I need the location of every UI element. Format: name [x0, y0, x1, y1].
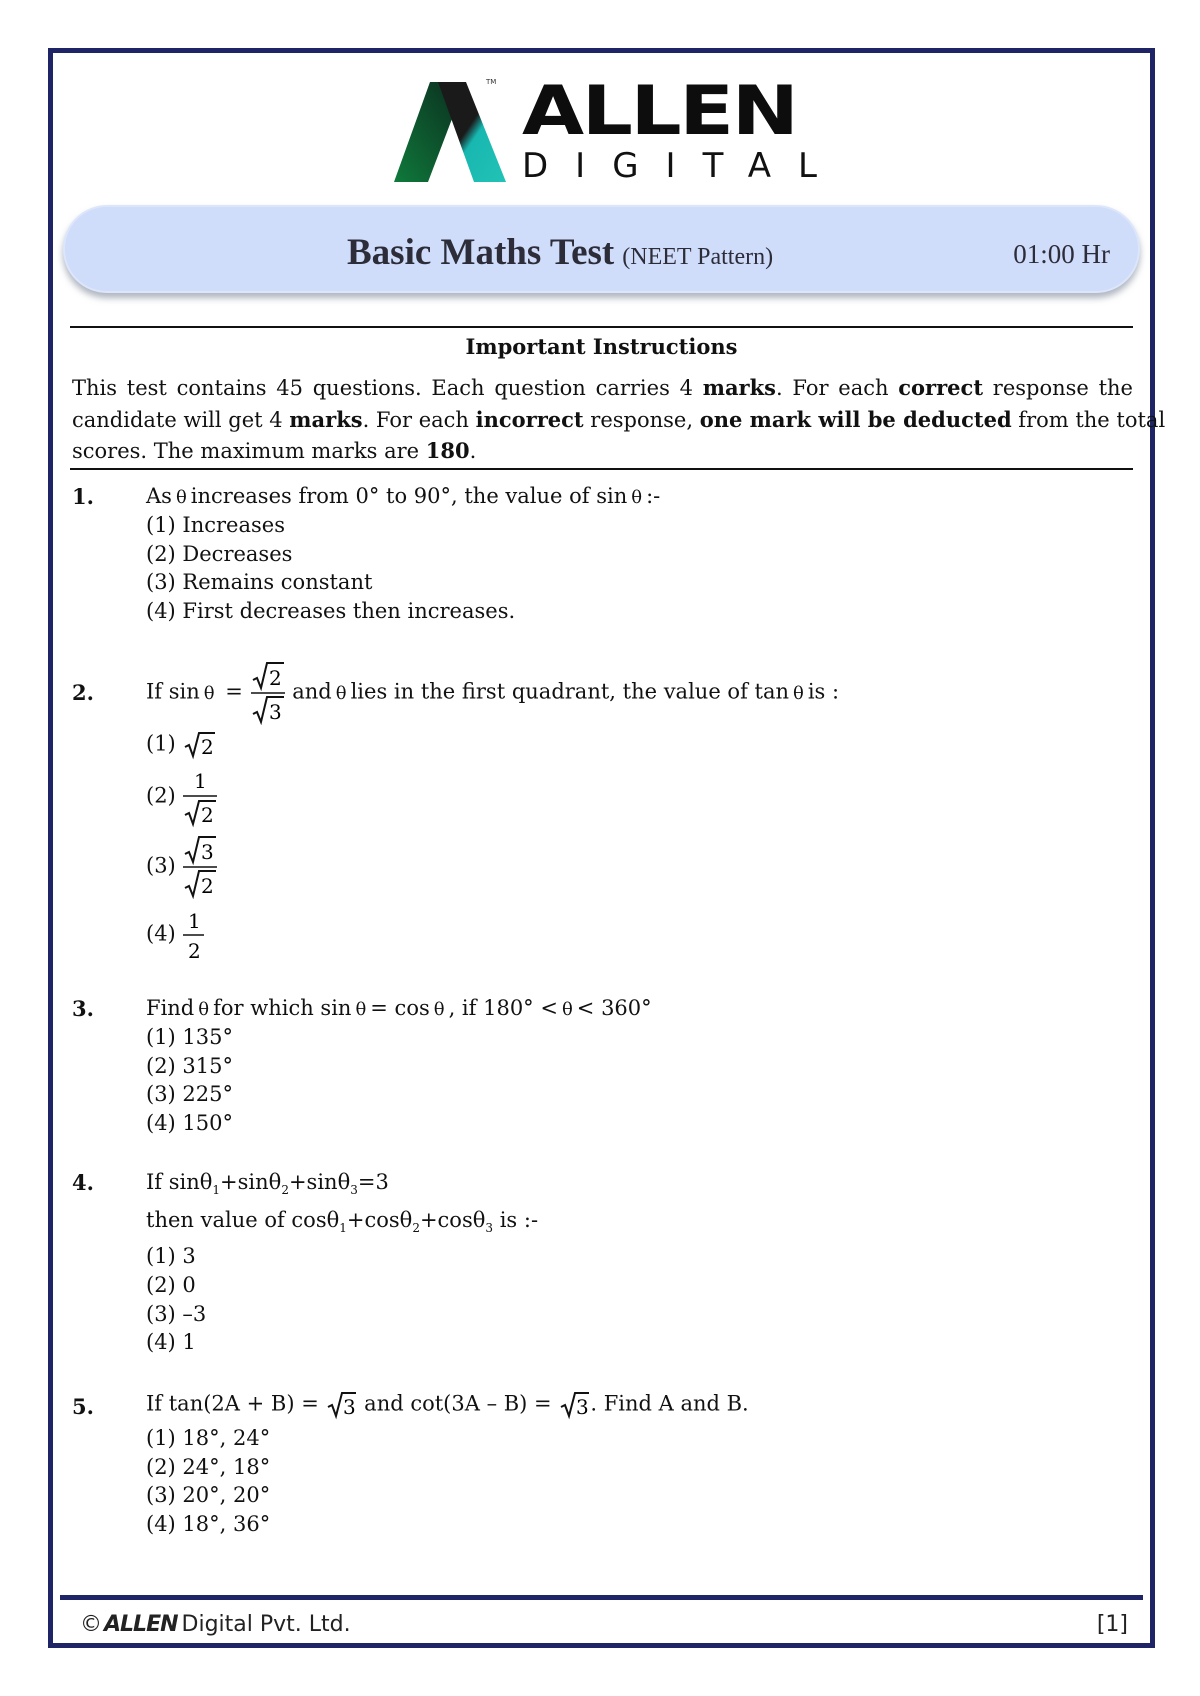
question-text: If tan(2A + B) = 3 and cot(3A – B) = 3 . Find A and B. — [146, 1391, 749, 1419]
title-bar — [63, 205, 1140, 293]
fraction-1-over-sqrt2 — [182, 766, 218, 828]
svg-text:1: 1 — [188, 909, 202, 933]
option-4[interactable]: (4) 1 2 — [146, 906, 206, 964]
footer-company: Digital Pvt. Ltd. — [181, 1612, 351, 1637]
test-duration: 01:00 Hr — [1013, 239, 1110, 269]
divider-top — [70, 326, 1133, 328]
option-4[interactable]: (4) 18°, 36° — [146, 1512, 271, 1536]
option-3[interactable]: (3) Remains constant — [146, 570, 373, 594]
footer-divider — [60, 1595, 1143, 1600]
fraction-1-over-2 — [182, 906, 206, 964]
option-1[interactable]: (1) 2 — [146, 730, 216, 760]
sqrt-3 — [558, 1390, 590, 1420]
option-1[interactable]: (1) 18°, 24° — [146, 1426, 271, 1450]
option-1[interactable]: (1) Increases — [146, 513, 285, 537]
test-subtitle: (NEET Pattern) — [622, 244, 774, 270]
instructions-body — [72, 372, 1166, 467]
svg-text:2: 2 — [201, 874, 215, 898]
option-2[interactable]: (2) 1 2 — [146, 766, 218, 828]
option-2[interactable]: (2) 315° — [146, 1054, 234, 1078]
question-text-line-1: If sinθ$_1$+sinθ$_2$+sinθ$_3$=3 — [146, 1170, 389, 1197]
fraction-sqrt3-over-sqrt2 — [182, 834, 218, 900]
footer-brand: ALLEN — [104, 1612, 178, 1637]
option-2[interactable]: (2) Decreases — [146, 542, 293, 566]
option-2[interactable]: (2) 24°, 18° — [146, 1455, 271, 1479]
svg-text:3: 3 — [576, 1395, 590, 1419]
footer-copyright — [80, 1612, 351, 1637]
instructions-heading: Important Instructions — [465, 334, 738, 359]
option-4[interactable]: (4) 150° — [146, 1111, 234, 1135]
question-number: 1. — [72, 484, 94, 509]
logo-tm: TM — [486, 78, 497, 86]
svg-text:3: 3 — [343, 1395, 357, 1419]
allen-digital-logo — [390, 72, 844, 190]
svg-text:2: 2 — [201, 803, 215, 827]
question-number: 2. — [72, 680, 94, 705]
option-3[interactable]: (3) –3 — [146, 1302, 207, 1326]
page-title — [347, 231, 773, 274]
svg-text:2: 2 — [268, 666, 282, 690]
instructions-line-3: scores. The maximum marks are 180. — [72, 438, 477, 463]
svg-text:1: 1 — [194, 769, 208, 793]
logo-sub: DIGITAL — [522, 146, 844, 186]
option-4[interactable]: (4) First decreases then increases. — [146, 599, 516, 623]
question-text: As θ increases from 0° to 90°, the value of sin θ :- — [146, 484, 661, 508]
test-title: Basic Maths Test — [347, 232, 615, 273]
divider-instructions — [70, 468, 1133, 470]
sqrt-2 — [182, 730, 216, 760]
option-4[interactable]: (4) 1 — [146, 1330, 196, 1354]
option-1[interactable]: (1) 135° — [146, 1025, 234, 1049]
question-number: 5. — [72, 1394, 94, 1419]
option-3[interactable]: (3) 225° — [146, 1082, 234, 1106]
logo-word: ALLEN — [522, 72, 797, 151]
page-number: [1] — [1096, 1612, 1128, 1637]
svg-text:3: 3 — [201, 840, 215, 864]
svg-text:3: 3 — [268, 700, 282, 724]
copyright-symbol: © — [80, 1612, 102, 1637]
option-3[interactable]: (3) 20°, 20° — [146, 1483, 271, 1507]
sqrt-3 — [325, 1390, 357, 1420]
question-number: 3. — [72, 996, 94, 1021]
question-text: Find θ for which sin θ = cos θ , if 180° < θ < 360° — [146, 996, 652, 1020]
svg-text:2: 2 — [188, 939, 202, 963]
allen-a-mark-icon — [390, 78, 520, 190]
question-text: If sin θ = 2 3 and θ lies in the first quadrant, the value of tan θ is : — [146, 660, 839, 726]
instructions-line-1: This test contains 45 questions. Each question carries 4 marks. For each correct response the — [72, 375, 1133, 400]
question-text-line-2: then value of cosθ$_1$+cosθ$_2$+cosθ$_3$ is :- — [146, 1208, 539, 1235]
question-number: 4. — [72, 1170, 94, 1195]
fraction-sqrt2-over-sqrt3 — [250, 660, 286, 726]
option-2[interactable]: (2) 0 — [146, 1273, 196, 1297]
instructions-line-2: candidate will get 4 marks. For each incorrect response, one mark will be deducted from the total — [72, 406, 1166, 432]
option-1[interactable]: (1) 3 — [146, 1244, 196, 1268]
svg-text:2: 2 — [201, 735, 215, 759]
option-3[interactable]: (3) 3 2 — [146, 834, 218, 900]
